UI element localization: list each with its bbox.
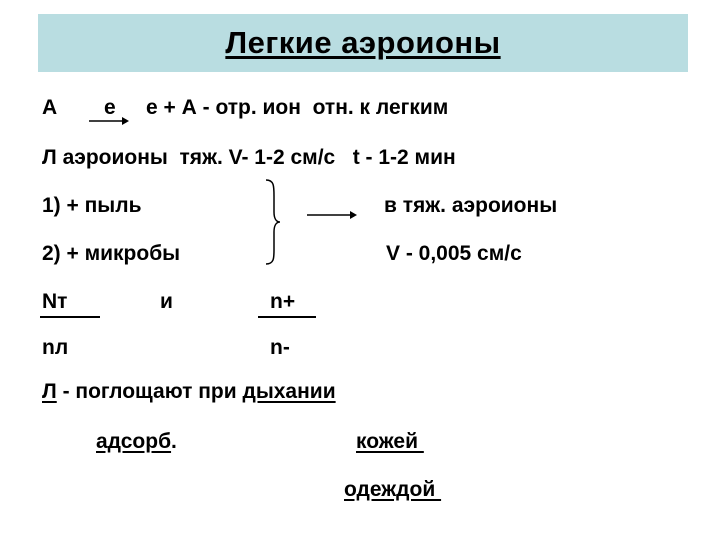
line8-dot: . [171,430,177,453]
line1-a: А [42,96,58,119]
line1-reaction: е + А - отр. ион отн. к легким [146,96,449,119]
arrow-right-icon [88,114,130,128]
title-bar [38,14,688,72]
line7 [42,380,336,404]
fraction-left-denominator: nл [42,336,69,359]
slide-title: Легкие аэроионы [225,25,501,60]
line8-left [96,430,177,454]
right-brace-icon [262,178,282,266]
fraction-right-numerator: n+ [270,290,296,313]
line2-text: Л аэроионы тяж. V- 1-2 см/с t - 1-2 мин [42,146,456,169]
line7-breath: дыхании [242,380,336,403]
fraction-right-denominator: n- [270,336,290,359]
line8-skin: кожей [356,430,424,453]
line4-microbes: 2) + микробы [42,242,181,265]
arrow-right-icon-2 [306,208,358,222]
line7-text: - поглощают при [56,380,243,403]
line8-adsorb: адсорб [96,430,172,453]
fraction-right-bar [258,316,316,318]
line7-l: Л [42,380,57,403]
fraction-left-numerator: Nт [42,290,68,313]
line3-result: в тяж. аэроионы [384,194,558,217]
fractions-conjunction: и [160,290,173,313]
line3-dust: 1) + пыль [42,194,142,217]
fraction-left-bar [40,316,100,318]
line9-clothes: одеждой [344,478,442,501]
line4-velocity: V - 0,005 см/с [386,242,522,265]
line1-electron: е [104,96,116,119]
